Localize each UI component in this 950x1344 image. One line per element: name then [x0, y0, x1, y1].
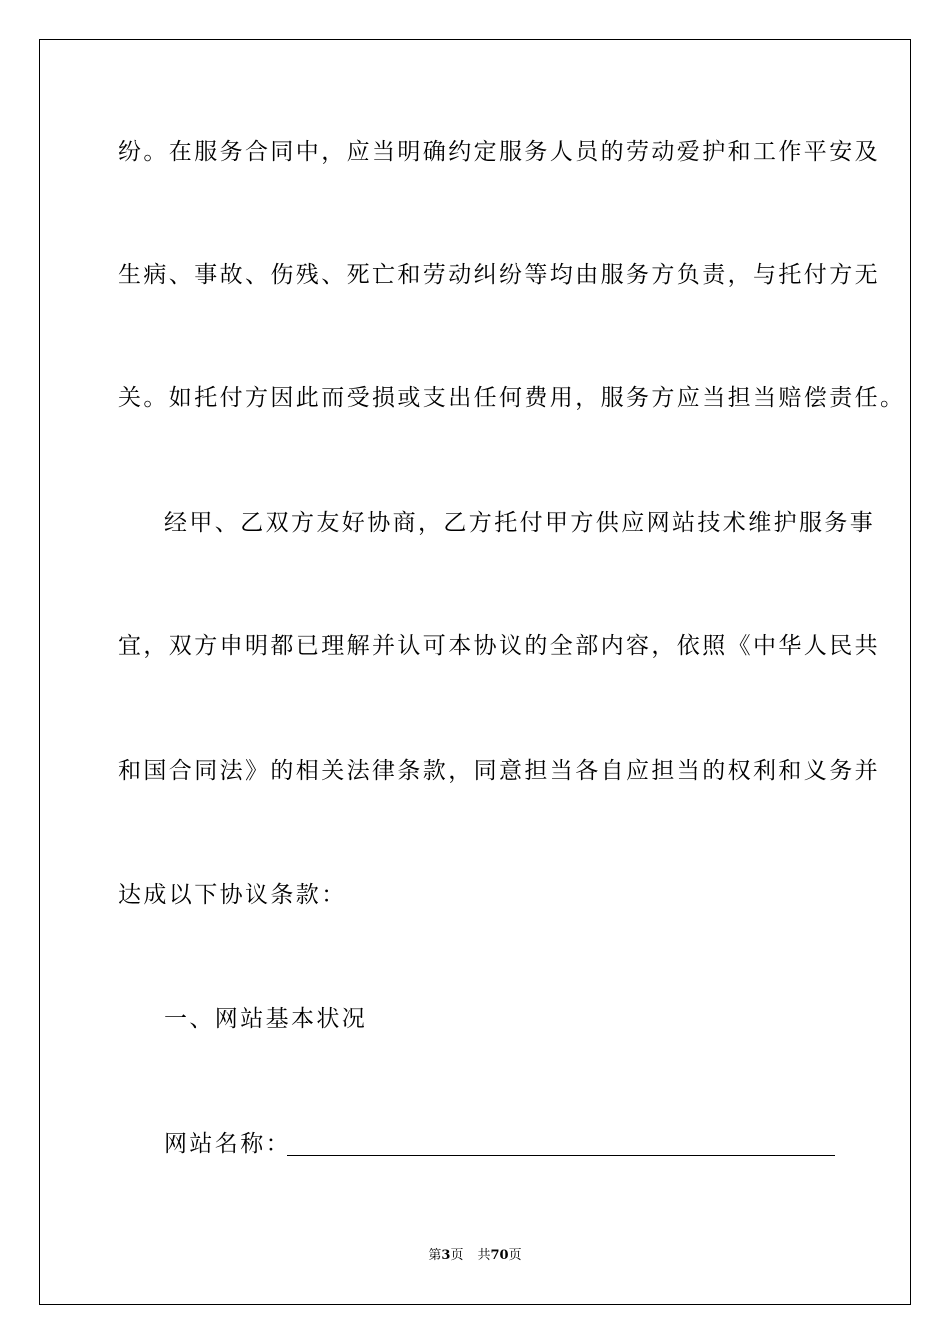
paragraph-line-2: 生病、事故、伤残、死亡和劳动纠纷等均由服务方负责，与托付方无 [118, 262, 880, 288]
paragraph-line-4: 经甲、乙双方友好协商，乙方托付甲方供应网站技术维护服务事 [164, 510, 876, 536]
footer-page-number: 3 [441, 1248, 451, 1263]
website-name-field[interactable] [287, 1155, 835, 1156]
footer-page-suffix: 页 [450, 1248, 464, 1263]
footer-total-pages: 70 [490, 1248, 509, 1263]
paragraph-line-3: 关。如托付方因此而受损或支出任何费用，服务方应当担当赔偿责任。 [118, 385, 906, 411]
page-footer [0, 1248, 950, 1264]
paragraph-line-5: 宜，双方申明都已理解并认可本协议的全部内容，依照《中华人民共 [118, 633, 880, 659]
website-name-label: 网站名称： [164, 1131, 291, 1157]
footer-page-prefix: 第 [428, 1248, 442, 1263]
paragraph-line-6: 和国合同法》的相关法律条款，同意担当各自应担当的权利和义务并 [118, 758, 880, 784]
footer-total-prefix: 共 [477, 1248, 491, 1263]
section-heading: 一、网站基本状况 [164, 1006, 368, 1032]
paragraph-line-7: 达成以下协议条款： [118, 882, 347, 908]
page-border [39, 39, 911, 1305]
footer-total-suffix: 页 [508, 1248, 522, 1263]
paragraph-line-1: 纷。在服务合同中，应当明确约定服务人员的劳动爱护和工作平安及 [118, 139, 880, 165]
